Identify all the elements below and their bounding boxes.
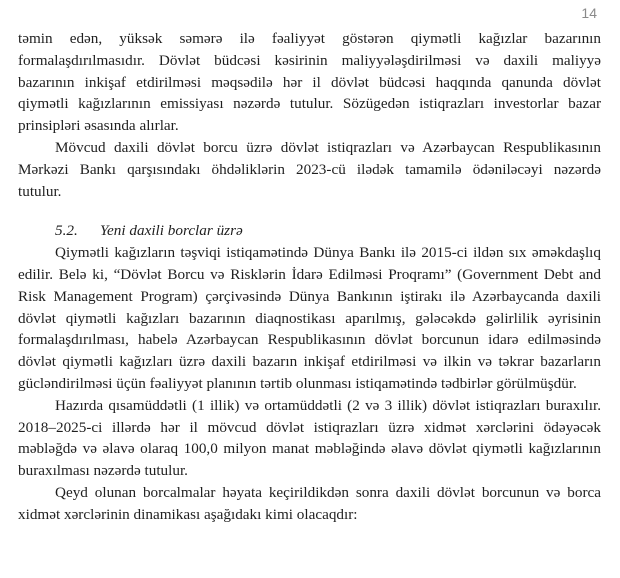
paragraph <box>18 482 601 526</box>
text-line: Risk Management Program) çərçivəsində Dünya Bankının iştirakı ilə Azərbaycanda daxili <box>18 287 601 305</box>
text-line: dövlət qiymətli kağızları bazarının diaqnostikası aparılmış, gələcəkdə gəlirlilik əyrisinin <box>18 309 601 327</box>
text-line: qiymətli kağızlarının emissiyası nəzərdə tutulur. Sözügedən istiqrazları investorlar bazar <box>18 95 601 113</box>
page-number: 14 <box>581 5 597 21</box>
text-line: məbləğdə və əlavə olaraq 100,0 milyon manat məbləğində əlavə dövlət qiymətli kağızlarının <box>18 440 601 458</box>
text-line: formalaşdırılması, habelə Azərbaycan Respublikasının dövlət borcunun idarə edilməsində <box>18 331 601 349</box>
text-line: bazarının inkişaf etdirilməsi məqsədilə hər il dövlət büdcəsi haqqında qanunda dövlət <box>18 73 601 91</box>
paragraph <box>18 395 601 482</box>
paragraph <box>18 137 601 202</box>
text-line: Mövcud daxili dövlət borcu üzrə dövlət istiqrazları və Azərbaycan Respublikasının <box>55 138 601 156</box>
text-line: xidmət xərclərinin dinamikası aşağıdakı kimi olacaqdır: <box>18 505 358 523</box>
text-line: Hazırda qısamüddətli (1 illik) və ortamüddətli (2 və 3 illik) dövlət istiqrazları buraxılır. <box>55 396 601 414</box>
text-line: tutulur. <box>18 182 62 200</box>
text-line: formalaşdırılmasıdır. Dövlət büdcəsi kəsirinin maliyyələşdirilməsi və daxili maliyyə <box>18 51 601 69</box>
paragraph <box>18 28 601 137</box>
section-number: 5.2. <box>55 222 78 240</box>
text-line: Qiymətli kağızların təşviqi istiqamətində Dünya Bankı ilə 2015-ci ildən sıx əməkdaşlıq <box>55 244 601 262</box>
text-line: təmin edən, yüksək səmərə ilə fəaliyyət göstərən qiymətli kağızlar bazarının <box>18 30 601 47</box>
text-line: prinsipləri əsasında alırlar. <box>18 117 179 135</box>
text-line: Mərkəzi Bankı qarşısındakı öhdəliklərin 2023-cü ilədək tamamilə ödəniləcəyi nəzərdə <box>18 160 601 178</box>
paragraph <box>18 242 601 395</box>
text-line: Qeyd olunan borcalmalar həyata keçirildikdən sonra daxili dövlət borcunun və borca <box>55 483 601 501</box>
text-line: dövlət qiymətli kağızları üzrə daxili bazarın inkişaf etdirilməsi və ilkin və təkrar bazarların <box>18 353 601 371</box>
text-line: edilir. Belə ki, “Dövlət Borcu və Risklərin İdarə Edilməsi Proqramı” (Government Debt and <box>18 265 601 283</box>
page-content <box>18 28 601 526</box>
section-heading <box>18 220 601 242</box>
section-title: Yeni daxili borclar üzrə <box>100 222 243 240</box>
text-line: 2018–2025-ci illərdə hər il mövcud dövlət istiqrazları üzrə xidmət xərclərini ödəyəcək <box>18 418 601 436</box>
text-line: buraxılması nəzərdə tutulur. <box>18 462 188 480</box>
text-line: gücləndirilməsi üçün fəaliyyət planının tərtib olunması istiqamətində tədbirlər görülmüşdür. <box>18 374 577 392</box>
